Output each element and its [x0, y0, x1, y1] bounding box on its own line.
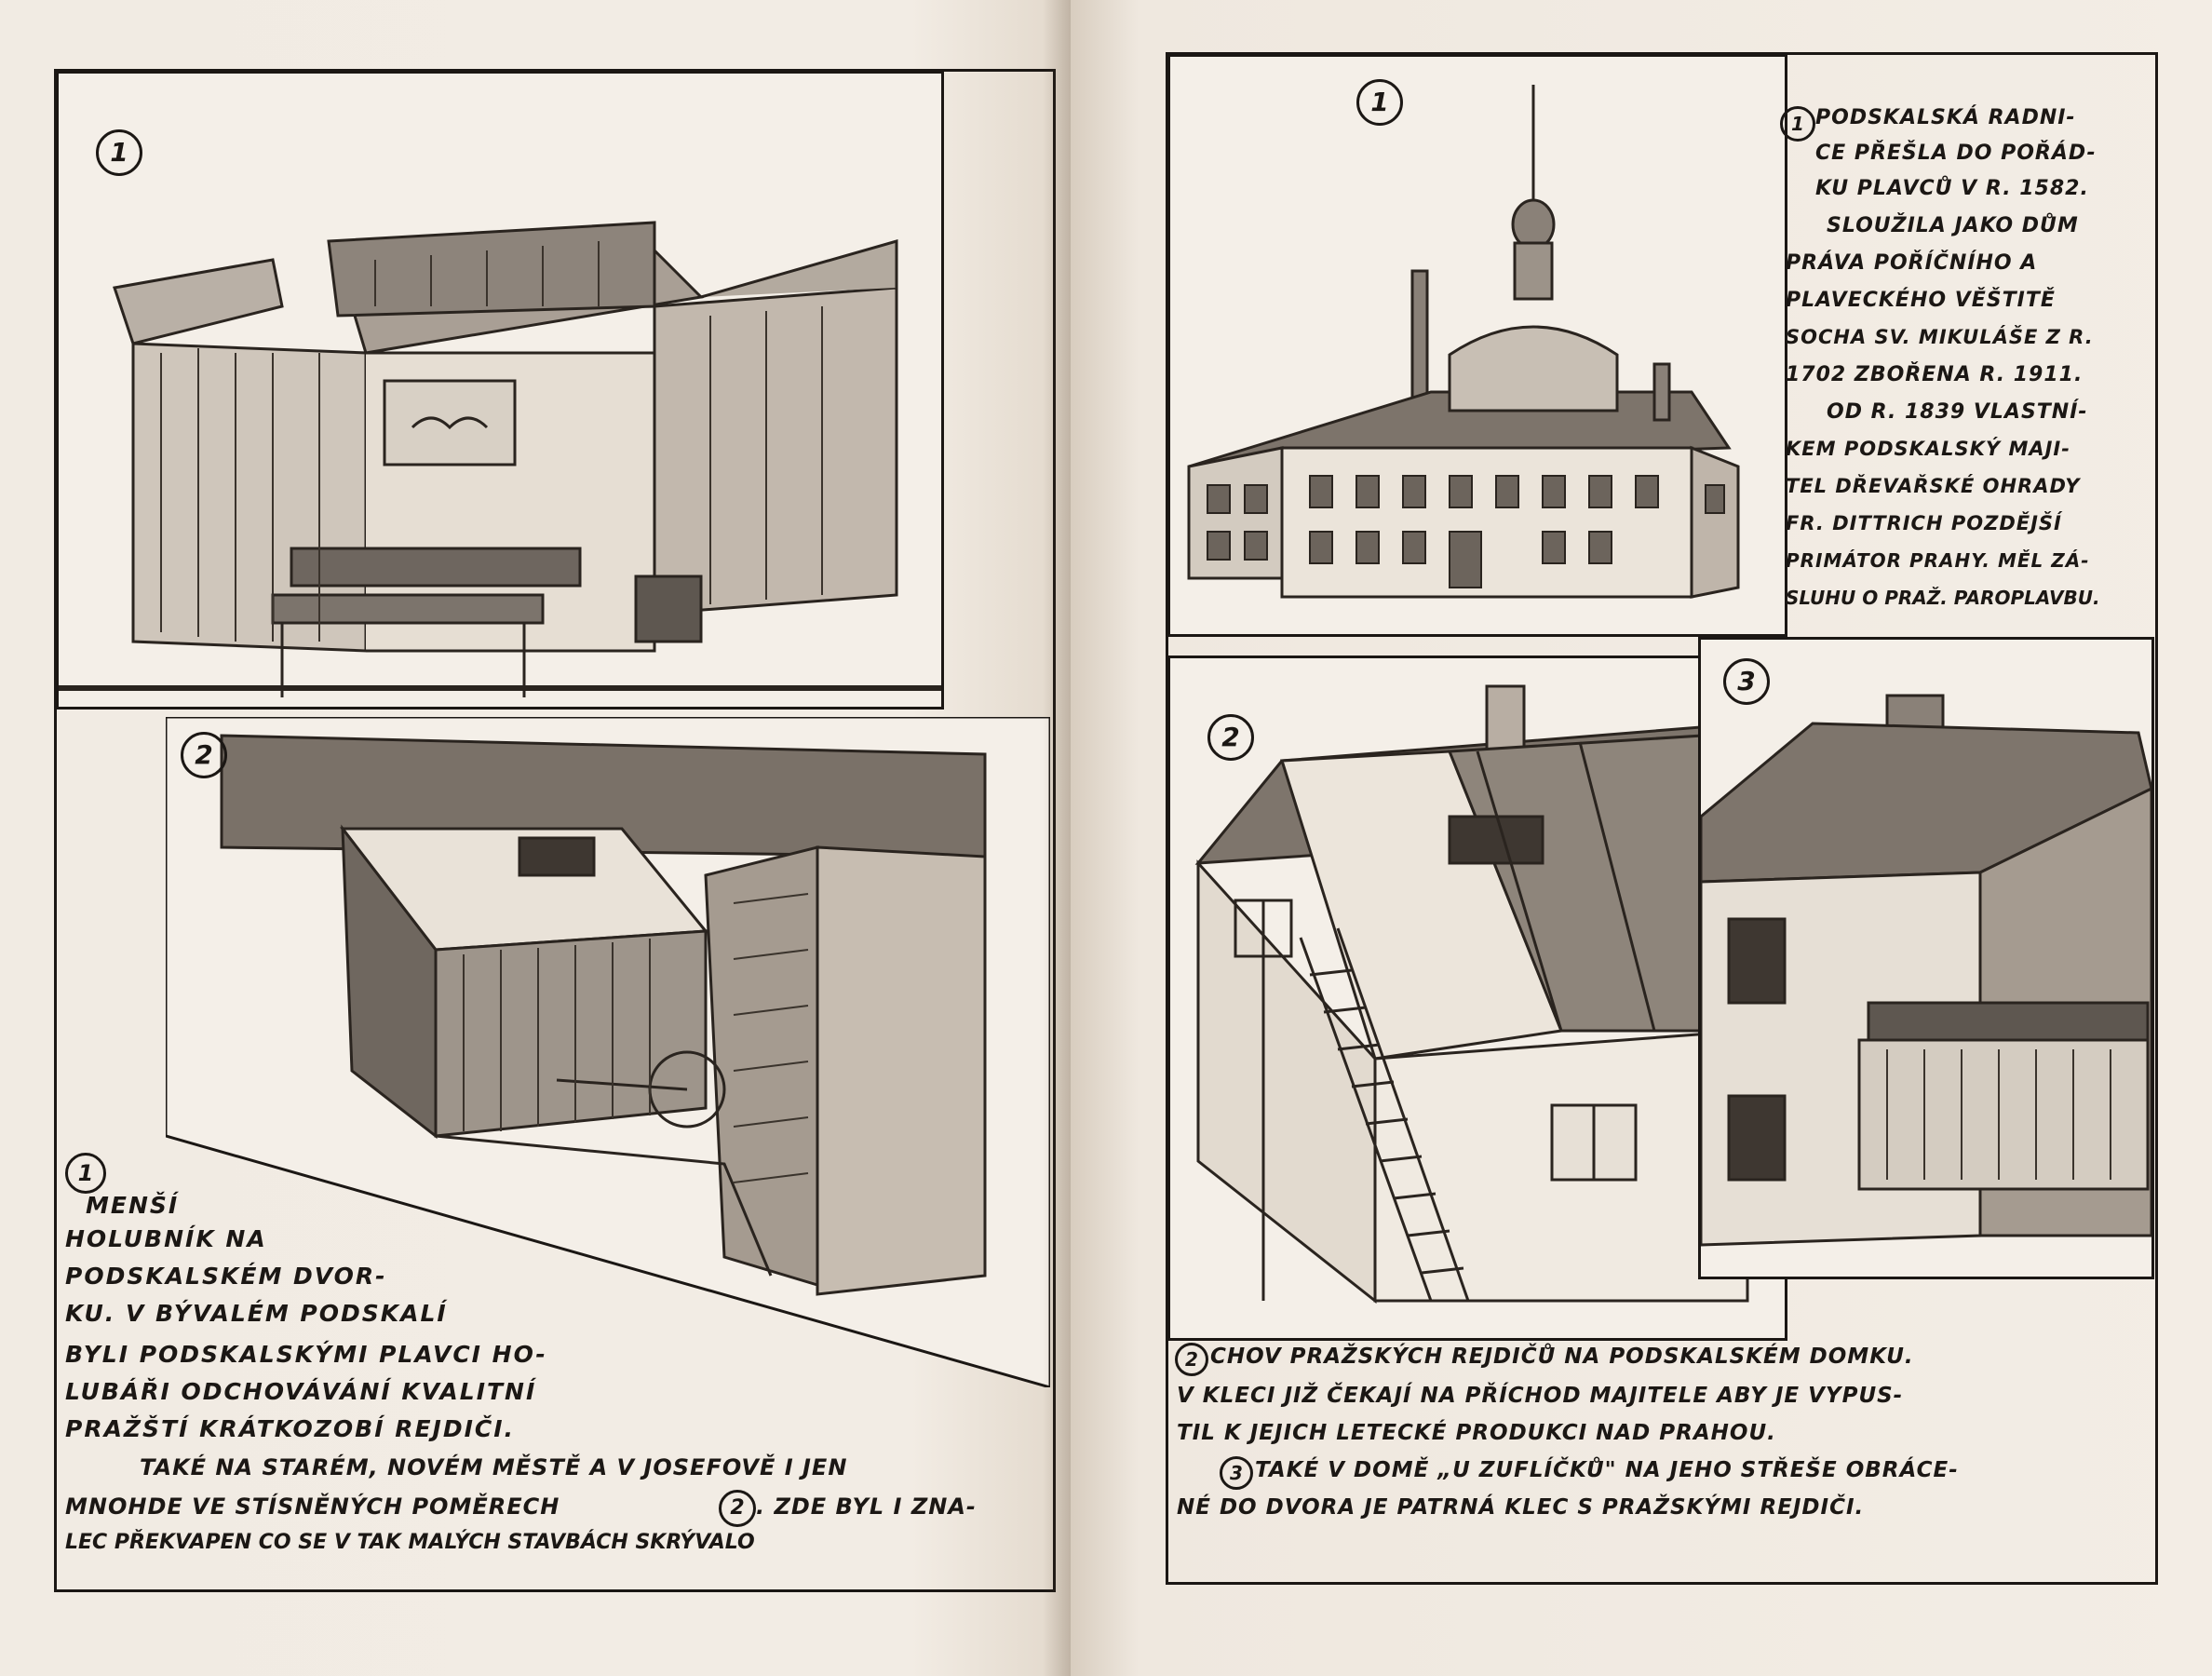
text-box-line: SOCHA SV. MIKULÁŠE Z R. — [1786, 326, 2094, 348]
panel-number-badge: 2 — [181, 732, 227, 778]
text-box-line: PRÁVA POŘÍČNÍHO A — [1786, 251, 2038, 275]
text-box-line: TEL DŘEVAŘSKÉ OHRADY — [1786, 475, 2081, 497]
text-box-line: SLUHU O PRAŽ. PAROPLAVBU. — [1786, 587, 2100, 609]
panel-number-badge: 2 — [1207, 714, 1254, 761]
caption-line: TAKÉ NA STARÉM, NOVÉM MĚSTĚ A V JOSEFOVĚ I JEN — [140, 1454, 848, 1480]
caption-marker-badge: 1 — [65, 1153, 106, 1194]
right-page — [1071, 0, 2212, 1676]
caption-line: MNOHDE VE STÍSNĚNÝCH POMĚRECH — [65, 1494, 560, 1520]
caption-line: PODSKALSKÉM DVOR- — [65, 1263, 387, 1290]
caption-line: KU. V BÝVALÉM PODSKALÍ — [65, 1300, 448, 1327]
right-illustration-3 — [1698, 637, 2154, 1279]
dovecote-drawing — [59, 74, 941, 707]
caption-line: PRAŽŠTÍ KRÁTKOZOBÍ REJDIČI. — [65, 1415, 516, 1442]
text-box-marker-badge: 1 — [1780, 106, 1815, 142]
caption-marker-badge: 2 — [1175, 1343, 1208, 1376]
text-box-line: KU PLAVCŮ V R. 1582. — [1815, 177, 2089, 200]
text-box-line: SLOUŽILA JAKO DŮM — [1827, 214, 2079, 237]
u-zuflicku-house-drawing — [1701, 640, 2151, 1277]
text-box-line: PLAVECKÉHO VĚŠTITĚ — [1786, 289, 2056, 312]
text-box-line: FR. DITTRICH POZDĚJŠÍ — [1786, 512, 2062, 534]
text-box-line: CE PŘEŠLA DO POŘÁD- — [1815, 142, 2097, 165]
left-page — [0, 0, 1071, 1676]
caption-line: LEC PŘEKVAPEN CO SE V TAK MALÝCH STAVBÁCH SKRÝVALO — [65, 1531, 755, 1554]
panel-number-badge: 1 — [1356, 79, 1403, 126]
caption-line: MENŠÍ — [86, 1192, 180, 1219]
panel-number-badge: 3 — [1723, 658, 1770, 705]
panel-number-badge: 1 — [96, 129, 142, 176]
caption-line: TAKÉ V DOMĚ „U ZUFLÍČKŮ" NA JEHO STŘEŠE OBRÁCE- — [1255, 1458, 1959, 1482]
caption-inline-marker-badge: 2 — [719, 1490, 756, 1527]
house-with-cage-drawing — [1170, 658, 1785, 1338]
left-illustration-1 — [56, 71, 944, 710]
caption-marker-badge: 3 — [1220, 1456, 1253, 1490]
text-box-line: KEM PODSKALSKÝ MAJI- — [1786, 438, 2070, 460]
caption-line: V KLECI JIŽ ČEKAJÍ NA PŘÍCHOD MAJITELE ABY JE VYPUS- — [1177, 1384, 1904, 1408]
caption-line: . ZDE BYL I ZNA- — [756, 1494, 977, 1520]
caption-line: TIL K JEJICH LETECKÉ PRODUKCI NAD PRAHOU. — [1177, 1421, 1776, 1445]
text-box-line: PODSKALSKÁ RADNI- — [1815, 106, 2076, 129]
text-box-line: PRIMÁTOR PRAHY. MĚL ZÁ- — [1786, 549, 2090, 572]
caption-line: BYLI PODSKALSKÝMI PLAVCI HO- — [65, 1341, 547, 1368]
caption-line: HOLUBNÍK NA — [65, 1225, 267, 1252]
text-box-line: OD R. 1839 VLASTNÍ- — [1827, 400, 2088, 424]
town-hall-drawing — [1170, 57, 1785, 634]
caption-line: NÉ DO DVORA JE PATRNÁ KLEC S PRAŽSKÝMI REJDIČI. — [1177, 1495, 1865, 1520]
text-box-line: 1702 ZBOŘENA R. 1911. — [1786, 363, 2084, 386]
right-illustration-1 — [1167, 54, 1787, 637]
caption-line: LUBÁŘI ODCHOVÁVÁNÍ KVALITNÍ — [65, 1378, 537, 1405]
right-illustration-2 — [1167, 656, 1787, 1341]
caption-line: CHOV PRAŽSKÝCH REJDIČŮ NA PODSKALSKÉM DOMKU. — [1210, 1345, 1914, 1369]
